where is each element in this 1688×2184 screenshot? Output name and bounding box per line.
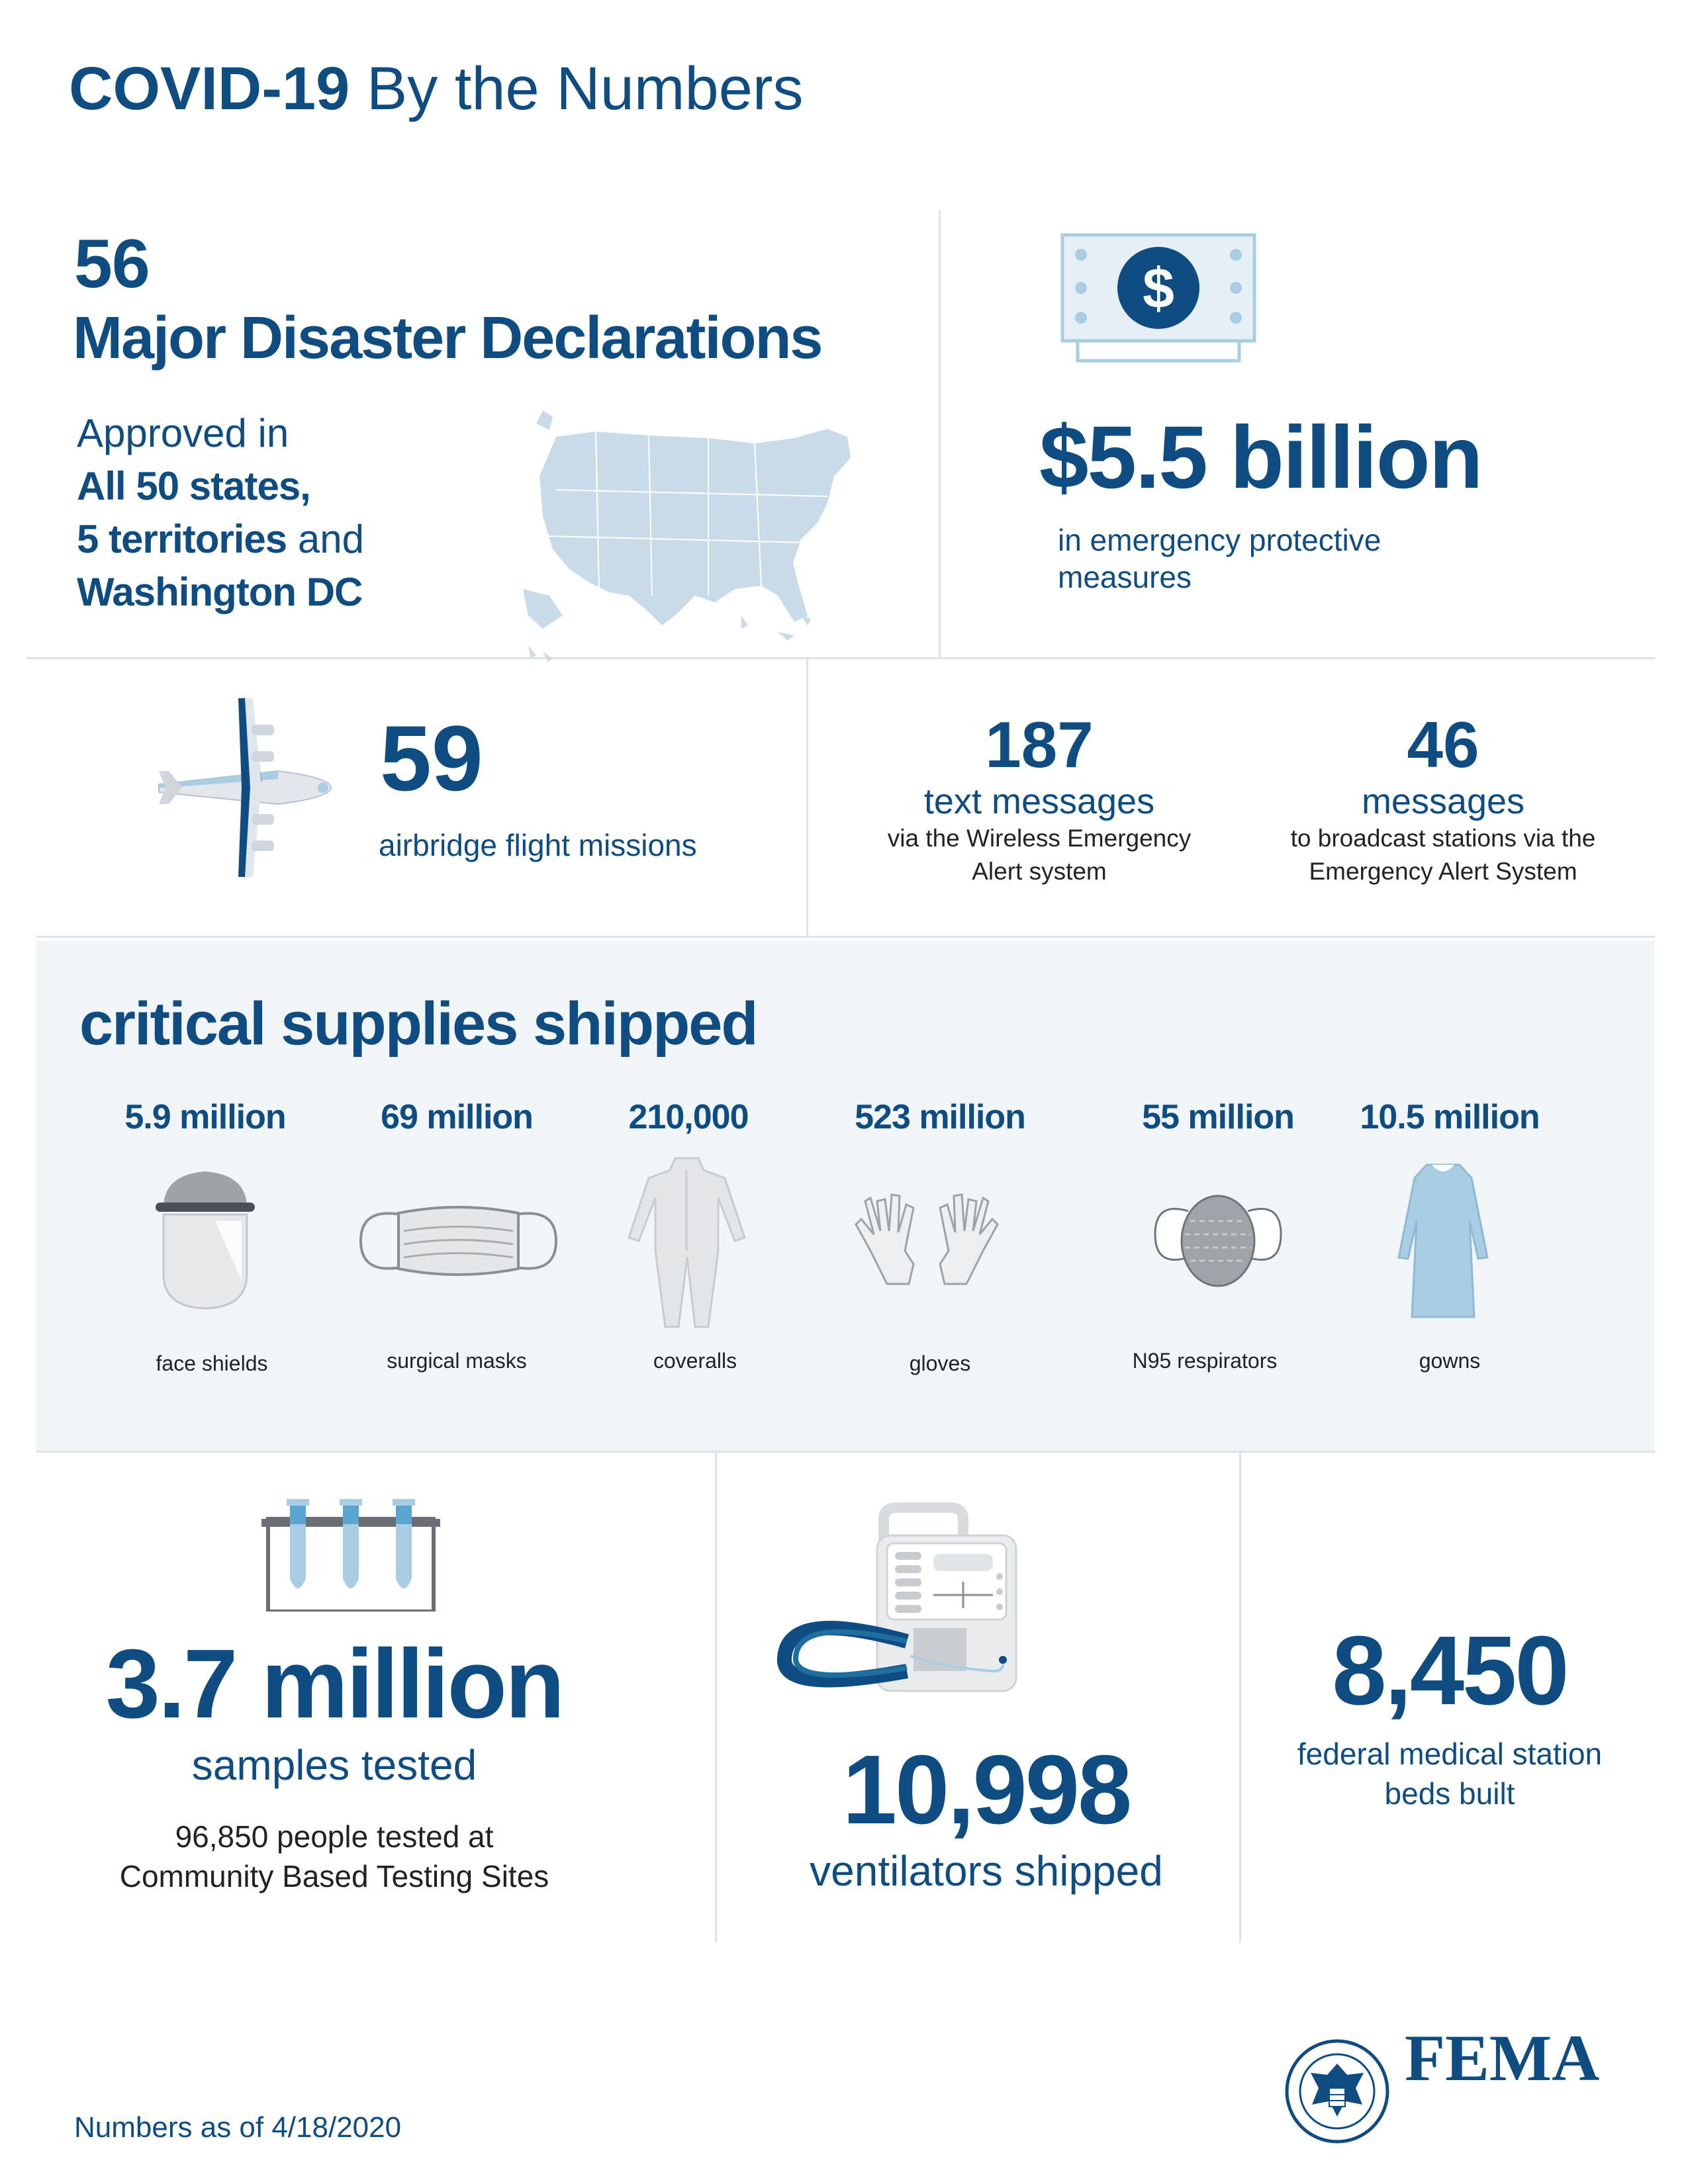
- n95-respirator-icon: [1152, 1191, 1284, 1291]
- ventilators-label: ventilators shipped: [810, 1847, 1163, 1895]
- gloves-icon: [851, 1185, 1003, 1291]
- dollar-bill-icon: [1059, 232, 1258, 371]
- page-title: COVID-19 By the Numbers: [69, 55, 804, 122]
- supply-item: 55 million: [1142, 1098, 1294, 1136]
- fema-logo: FEMA: [1405, 2021, 1600, 2095]
- surgical-mask-icon: [357, 1201, 559, 1281]
- supply-item: 10.5 million: [1360, 1098, 1540, 1136]
- protective-measures-amount: $5.5 billion: [1039, 408, 1482, 507]
- declarations-label: Major Disaster Declarations: [73, 305, 822, 371]
- supply-label: face shields: [156, 1351, 268, 1375]
- us-map-icon: [516, 397, 874, 662]
- declarations-count: 56: [74, 226, 150, 302]
- samples-description: 96,850 people tested at Community Based Testing Sites: [119, 1819, 549, 1893]
- supplies-title: critical supplies shipped: [79, 990, 757, 1058]
- samples-label: samples tested: [191, 1741, 477, 1789]
- samples-count: 3.7 million: [105, 1629, 563, 1739]
- supply-label: surgical masks: [387, 1349, 527, 1373]
- supply-label: gowns: [1419, 1349, 1481, 1373]
- airbridge-label: airbridge flight missions: [379, 828, 697, 862]
- broadcast-messages-block: 46 messages to broadcast stations via the Emergency Alert System: [1231, 708, 1655, 888]
- supply-item: 69 million: [381, 1098, 533, 1136]
- divider: [36, 936, 1655, 938]
- airbridge-count: 59: [380, 706, 483, 810]
- face-shield-icon: [149, 1161, 261, 1314]
- text-messages-count: 187: [985, 708, 1094, 781]
- beds-count: 8,450: [1332, 1616, 1568, 1725]
- footer-note: Numbers as of 4/18/2020: [74, 2111, 402, 2144]
- airplane-icon: [146, 692, 338, 884]
- dhs-seal-icon: [1284, 2038, 1390, 2144]
- svg-text:$: $: [1143, 257, 1174, 320]
- supply-label: coveralls: [653, 1349, 737, 1373]
- test-tubes-icon: [261, 1499, 440, 1612]
- divider: [806, 659, 808, 936]
- declarations-approved: Approved in All 50 states, 5 territories and Washington DC: [77, 411, 364, 614]
- supply-item: 523 million: [855, 1098, 1025, 1136]
- divider: [36, 1451, 1655, 1453]
- broadcast-messages-count: 46: [1407, 708, 1479, 781]
- supply-label: N95 respirators: [1132, 1349, 1278, 1373]
- ventilators-count: 10,998: [842, 1735, 1131, 1844]
- supply-item: 210,000: [628, 1098, 749, 1136]
- coverall-icon: [626, 1152, 748, 1330]
- supply-label: gloves: [909, 1351, 971, 1375]
- protective-measures-description: in emergency protective measures: [1058, 523, 1382, 594]
- gown-icon: [1393, 1158, 1493, 1320]
- text-messages-label: text messages: [923, 782, 1155, 821]
- text-messages-block: 187 text messages via the Wireless Emergency Alert system: [827, 708, 1251, 888]
- ventilator-icon: [774, 1502, 1039, 1701]
- divider: [715, 1453, 717, 1942]
- broadcast-messages-label: messages: [1361, 782, 1525, 821]
- supply-item: 5.9 million: [124, 1098, 286, 1136]
- divider: [939, 210, 941, 657]
- beds-description: federal medical station beds built: [1297, 1737, 1603, 1811]
